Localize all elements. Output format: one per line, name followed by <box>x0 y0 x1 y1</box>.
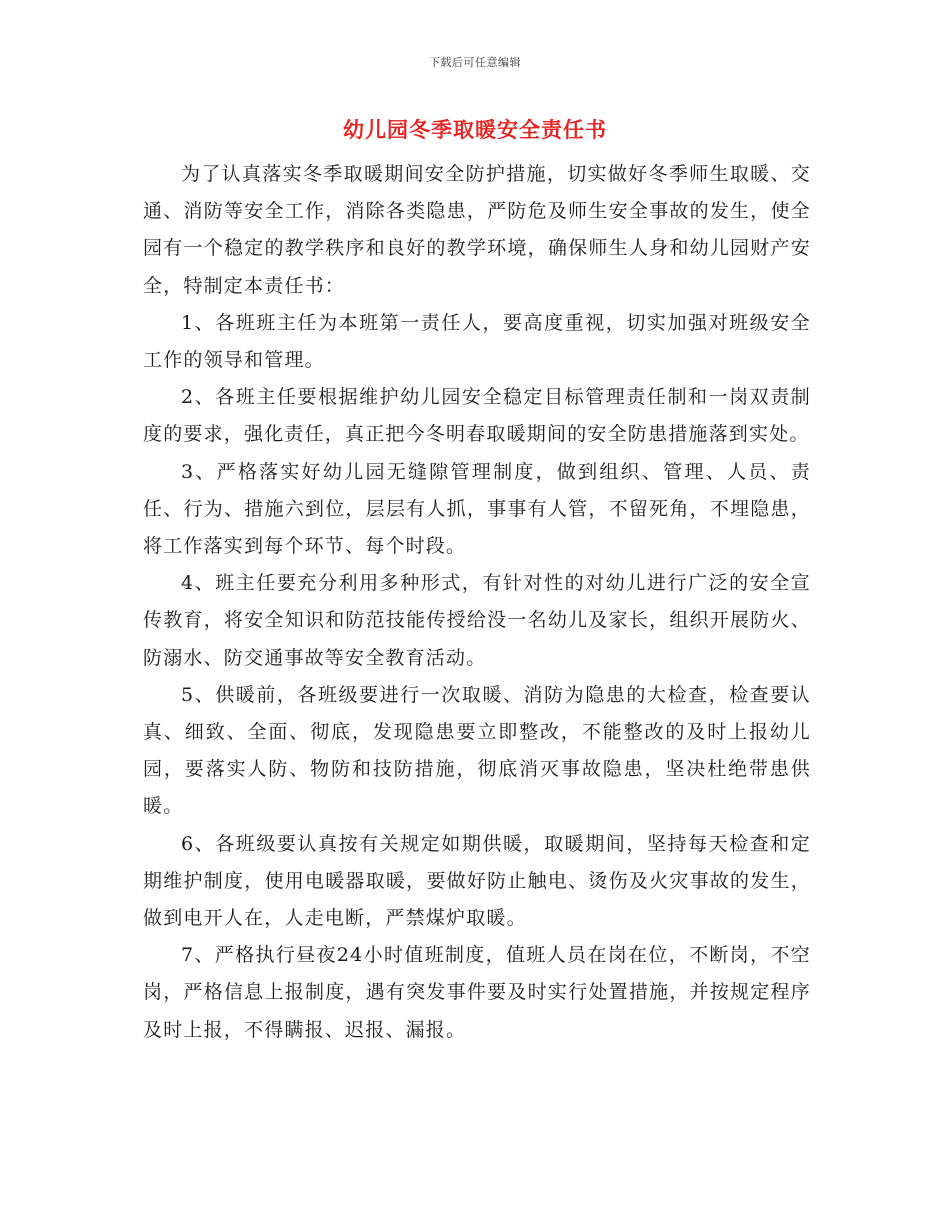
clause-4: 4、班主任要充分利用多种形式，有针对性的对幼儿进行广泛的安全宣传教育，将安全知识和防范技能传授给没一名幼儿及家长，组织开展防火、防溺水、防交通事故等安全教育活动。 <box>143 572 811 669</box>
intro-paragraph: 为了认真落实冬季取暖期间安全防护措施，切实做好冬季师生取暖、交通、消防等安全工作，消除各类隐患，严防危及师生安全事故的发生，使全园有一个稳定的教学秩序和良好的教学环境，确保师生人身和幼儿园财产安全，特制定本责任书： <box>143 163 811 297</box>
clause-2: 2、各班主任要根据维护幼儿园安全稳定目标管理责任制和一岗双责制度的要求，强化责任，真正把今冬明春取暖期间的安全防患措施落到实处。 <box>143 386 811 446</box>
clause-7: 7、严格执行昼夜24小时值班制度，值班人员在岗在位，不断岗，不空岗，严格信息上报制度，遇有突发事件要及时实行处置措施，并按规定程序及时上报，不得瞒报、迟报、漏报。 <box>143 944 811 1041</box>
header-note: 下载后可任意编辑 <box>429 56 521 69</box>
document-body <box>143 156 811 1049</box>
clause-1: 1、各班班主任为本班第一责任人，要高度重视，切实加强对班级安全工作的领导和管理。 <box>143 311 811 372</box>
document-title: 幼儿园冬季取暖安全责任书 <box>343 117 607 142</box>
clause-6: 6、各班级要认真按有关规定如期供暖，取暖期间，坚持每天检查和定期维护制度，使用电暖器取暖，要做好防止触电、烫伤及火灾事故的发生，做到电开人在，人走电断，严禁煤炉取暖。 <box>143 832 811 930</box>
clause-3: 3、严格落实好幼儿园无缝隙管理制度，做到组织、管理、人员、责任、行为、措施六到位，层层有人抓，事事有人管，不留死角，不埋隐患，将工作落实到每个环节、每个时段。 <box>143 460 811 558</box>
clause-5: 5、供暖前，各班级要进行一次取暖、消防为隐患的大检查，检查要认真、细致、全面、彻底，发现隐患要立即整改，不能整改的及时上报幼儿园，要落实人防、物防和技防措施，彻底消灭事故隐患，坚决杜绝带患供暖。 <box>143 683 811 818</box>
